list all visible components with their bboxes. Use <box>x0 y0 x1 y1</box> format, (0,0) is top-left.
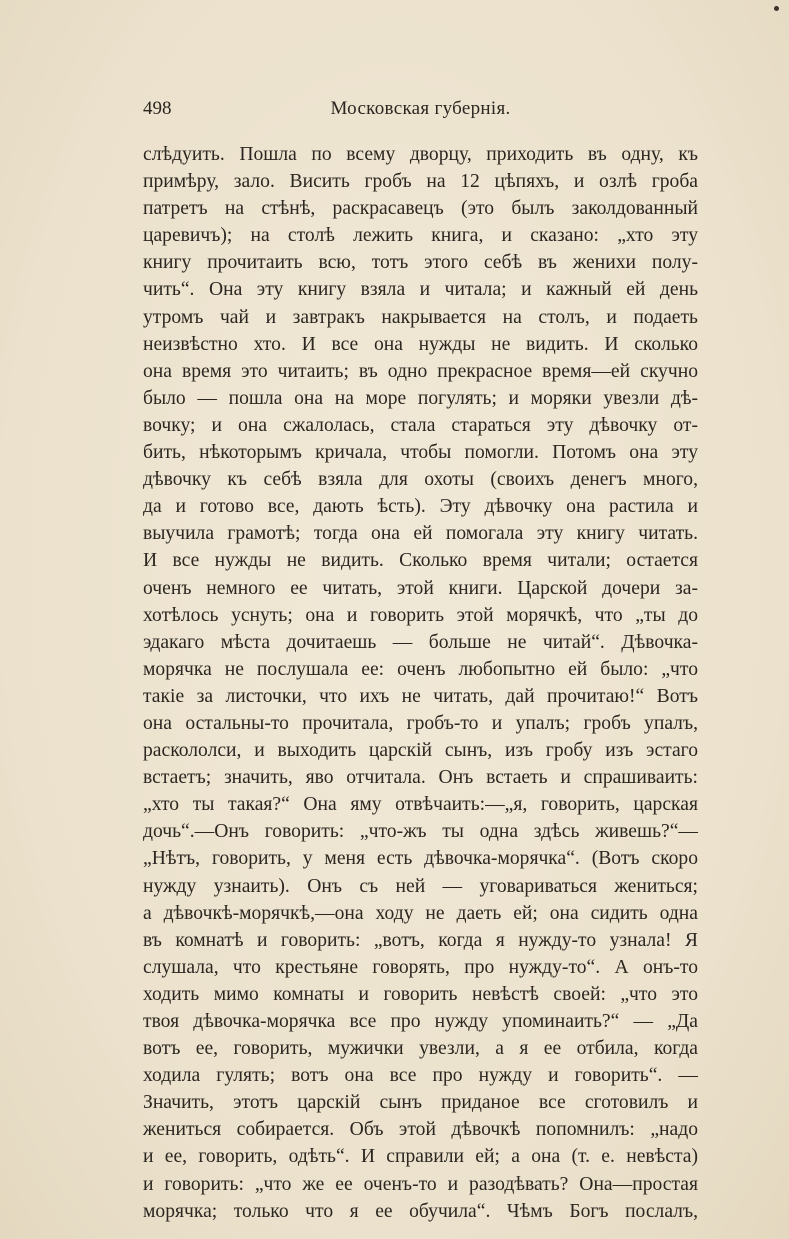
text-line: И все нужды не видить. Сколько время читали; остается <box>143 550 698 572</box>
text-line: нужду узнаить). Онъ съ ней — уговариваться жениться; <box>143 875 698 897</box>
text-line: вотъ ее, говорить, мужички увезли, а я ее отбила, когда <box>143 1038 698 1060</box>
text-line: оченъ немного ее читать, этой книги. Царской дочери за- <box>143 577 698 599</box>
text-line: встаетъ; значить, яво отчитала. Онъ встаеть и спрашиваить: <box>143 767 698 789</box>
text-line: жениться собирается. Объ этой дѣвочкѣ попомнилъ: „надо <box>143 1119 698 1141</box>
text-line: слушала, что крестьяне говорять, про нужду-то“. А онъ-то <box>143 956 698 978</box>
text-line: ходила гулять; вотъ она все про нужду и говорить“. — <box>143 1065 698 1087</box>
running-title: Московская губернія. <box>330 98 511 119</box>
text-line: бить, нѣкоторымъ кричала, чтобы помогли. Потомъ она эту <box>143 442 698 464</box>
body-text <box>143 141 698 1225</box>
ink-spot <box>774 6 779 11</box>
text-line: дочь“.—Онъ говорить: „что-жъ ты одна здѣсь живешь?“— <box>143 821 698 843</box>
text-line: неизвѣстно хто. И все она нужды не видить. И сколько <box>143 333 698 355</box>
page-number: 498 <box>143 98 172 119</box>
text-line: патретъ на стѣнѣ, раскрасавецъ (это былъ заколдованный <box>143 198 698 220</box>
text-line: выучила грамотѣ; тогда она ей помогала эту книгу читать. <box>143 523 698 545</box>
text-line: было — пошла она на море погулять; и моряки увезли дѣ- <box>143 387 698 409</box>
text-line: чить“. Она эту книгу взяла и читала; и кажный ей день <box>143 279 698 301</box>
text-line: „хто ты такая?“ Она яму отвѣчаить:—„я, говорить, царская <box>143 794 698 816</box>
text-line: эдакаго мѣста дочитаешь — больше не читай“. Дѣвочка- <box>143 631 698 653</box>
text-line: вочку; и она сжалолась, стала стараться эту дѣвочку от- <box>143 414 698 436</box>
text-line: она время это читаить; въ одно прекрасное время—ей скучно <box>143 360 698 382</box>
text-line: морячка не послушала ее: оченъ любопытно ей было: „что <box>143 658 698 680</box>
text-line: примѣру, зало. Висить гробъ на 12 цѣпяхъ, и озлѣ гроба <box>143 171 698 193</box>
page-header <box>143 98 698 122</box>
text-line: она остальны-то прочитала, гробъ-то и упалъ; гробъ упалъ, <box>143 712 698 734</box>
text-line: да и готово все, дають ѣсть). Эту дѣвочку она растила и <box>143 496 698 518</box>
text-line: и говорить: „что же ее оченъ-то и разодѣвать? Она—простая <box>143 1173 698 1195</box>
text-line: раскололси, и выходить царскій сынъ, изъ гробу изъ эстаго <box>143 740 698 762</box>
text-line: въ комнатѣ и говорить: „вотъ, когда я нужду-то узнала! Я <box>143 929 698 951</box>
text-line: царевичъ); на столѣ лежить книга, и сказано: „хто эту <box>143 225 698 247</box>
text-line: Значить, этотъ царскій сынъ приданое все сготовилъ и <box>143 1092 698 1114</box>
text-line: дѣвочку къ себѣ взяла для охоты (своихъ денегъ много, <box>143 469 698 491</box>
text-line: такіе за листочки, что ихъ не читать, дай прочитаю!“ Вотъ <box>143 685 698 707</box>
text-line: морячка; только что я ее обучила“. Чѣмъ Богъ послалъ, <box>143 1200 698 1222</box>
text-line: утромъ чай и завтракъ накрывается на столъ, и подаеть <box>143 306 698 328</box>
text-line: ходить мимо комнаты и говорить невѣстѣ своей: „что это <box>143 983 698 1005</box>
text-line: и ее, говорить, одѣть“. И справили ей; а она (т. е. невѣста) <box>143 1146 698 1168</box>
text-line: хотѣлось уснуть; она и говорить этой морячкѣ, что „ты до <box>143 604 698 626</box>
text-line: книгу прочитаить всю, тотъ этого себѣ въ женихи полу- <box>143 252 698 274</box>
text-line: твоя дѣвочка-морячка все про нужду упоминаить?“ — „Да <box>143 1011 698 1032</box>
text-line: слѣдуить. Пошла по всему дворцу, приходить въ одну, къ <box>143 144 698 165</box>
text-line: „Нѣтъ, говорить, у меня есть дѣвочка-морячка“. (Вотъ скоро <box>143 848 698 870</box>
text-line: а дѣвочкѣ-морячкѣ,—она ходу не даеть ей; она сидить одна <box>143 902 698 924</box>
